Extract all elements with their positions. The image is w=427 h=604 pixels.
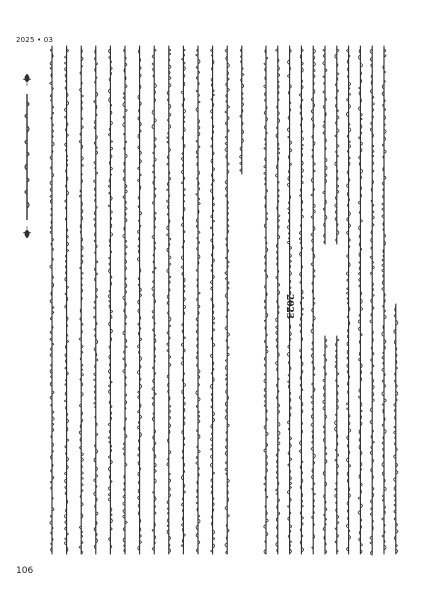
article-date-heading xyxy=(282,294,294,324)
page-number: 106 xyxy=(16,566,34,576)
issue-label: 2025 • 03 xyxy=(16,36,54,44)
body-text-columns xyxy=(48,44,408,564)
ornament-top-icon xyxy=(22,74,32,86)
section-title xyxy=(21,92,33,222)
article-date-text: 2023 xyxy=(284,294,294,320)
ornament-bottom-icon xyxy=(22,226,32,238)
